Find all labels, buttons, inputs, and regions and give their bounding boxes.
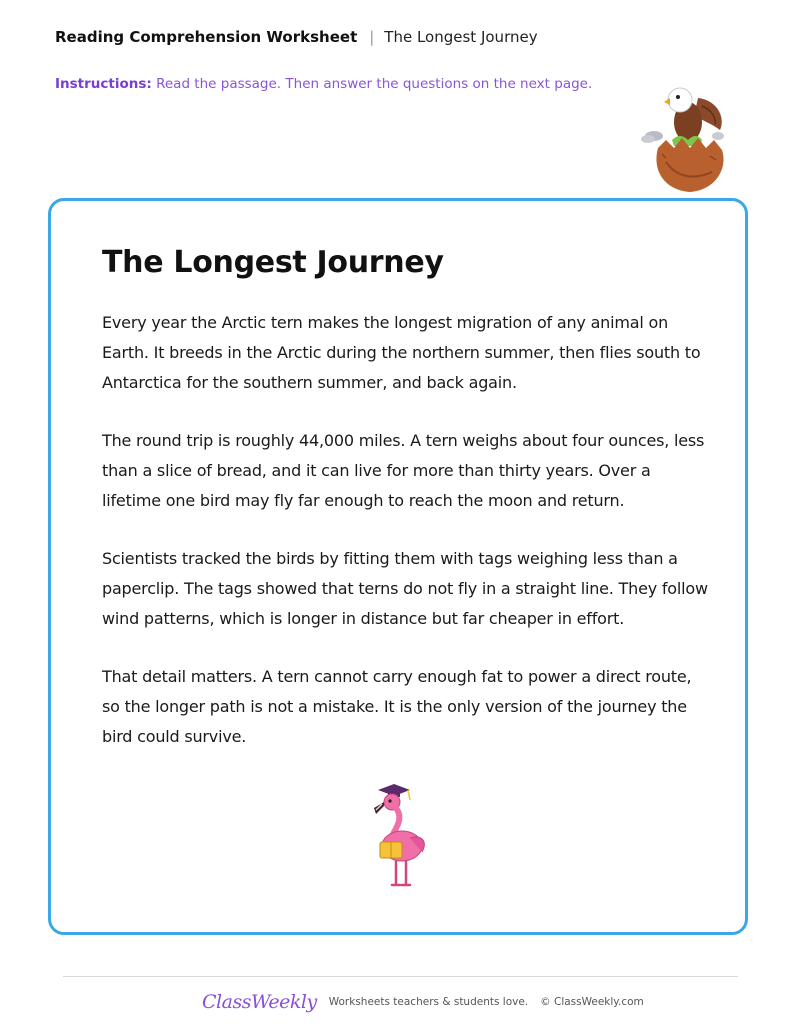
worksheet-subtitle: The Longest Journey — [384, 28, 538, 46]
brand-logo: ClassWeekly — [202, 991, 317, 1013]
worksheet-title: Reading Comprehension Worksheet — [55, 28, 358, 46]
worksheet-header — [55, 27, 538, 47]
instructions — [55, 74, 592, 94]
passage-paragraph-2: The round trip is roughly 44,000 miles. A tern weighs about four ounces, less than a slice of bread, and it can live for more than thirty years. Over a lifetime one bird may fly far enough to reach the moon and return. — [102, 431, 705, 510]
passage-paragraph-4: That detail matters. A tern cannot carry enough fat to power a direct route, so the longer path is not a mistake. It is the only version of the journey the bird could survive. — [102, 667, 692, 746]
footer — [202, 988, 644, 1016]
passage-paragraph-1: Every year the Arctic tern makes the longest migration of any animal on Earth. It breeds in the Arctic during the northern summer, then flies south to Antarctica for the southern summer, and back again. — [102, 313, 701, 392]
header-separator: | — [369, 28, 375, 46]
passage-paragraph-3: Scientists tracked the birds by fitting them with tags weighing less than a paperclip. The tags showed that terns do not fly in a straight line. They follow wind patterns, which is longer in distance but far cheaper in effort. — [102, 549, 708, 628]
passage-title: The Longest Journey — [102, 245, 444, 280]
instructions-label: Instructions: — [55, 76, 152, 92]
eagle-hatching-egg-icon — [636, 78, 746, 198]
instructions-text: Read the passage. Then answer the questions on the next page. — [156, 76, 593, 92]
flamingo-graduate-icon — [366, 784, 436, 890]
footer-tagline: Worksheets teachers & students love. — [328, 996, 529, 1008]
footer-copyright: © ClassWeekly.com — [540, 996, 644, 1008]
footer-divider — [63, 976, 738, 977]
